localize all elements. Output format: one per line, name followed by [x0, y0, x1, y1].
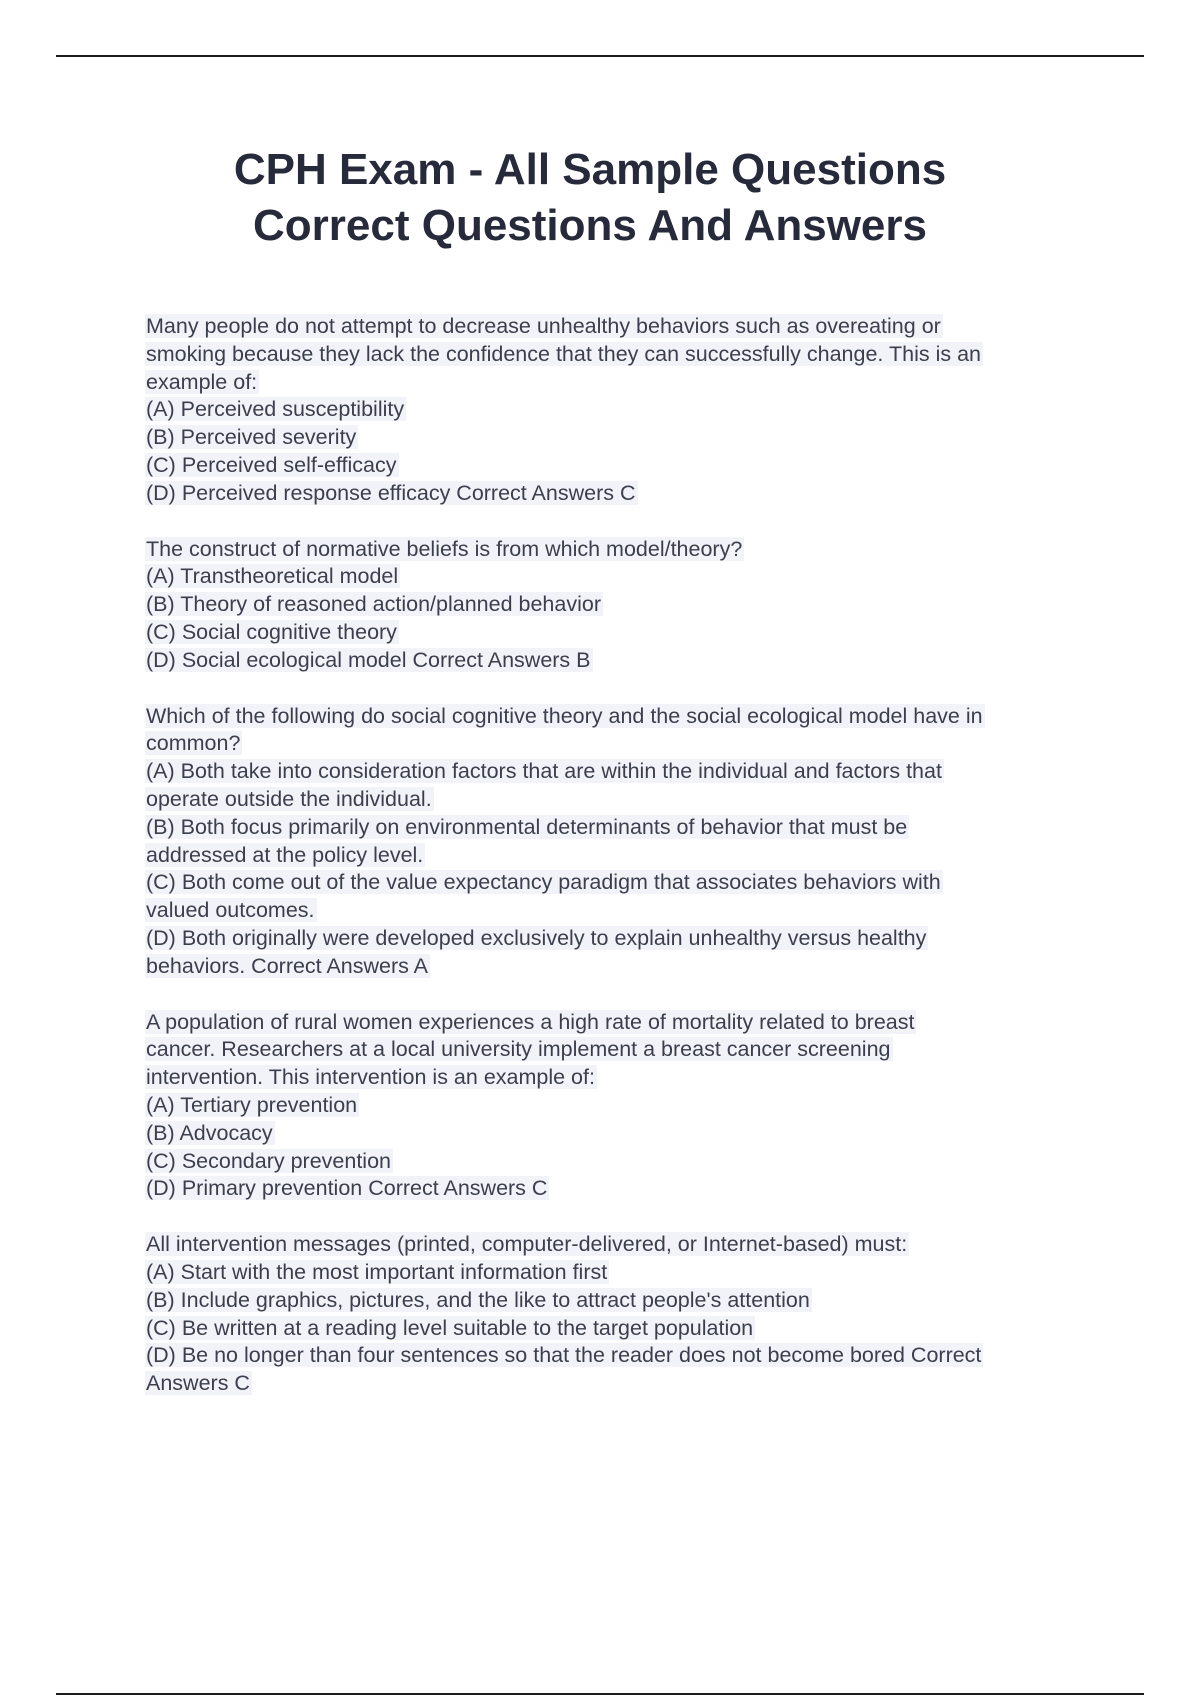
- answer-option: (B) Theory of reasoned action/planned behavior: [146, 592, 601, 617]
- answer-option: operate outside the individual.: [146, 786, 432, 811]
- answer-option: (D) Perceived response efficacy Correct Answers C: [146, 480, 636, 505]
- answer-option: (A) Tertiary prevention: [146, 1092, 358, 1117]
- answer-option: (B) Advocacy: [146, 1120, 273, 1145]
- question-line: Which of the following do social cognitive theory and the social ecological model have in: [146, 703, 983, 728]
- answer-option: (A) Start with the most important information first: [146, 1259, 608, 1284]
- title-line-2: Correct Questions And Answers: [253, 201, 927, 250]
- top-rule: [56, 55, 1144, 57]
- answer-option: (C) Both come out of the value expectancy paradigm that associates behaviors with: [146, 870, 941, 895]
- question-line: The construct of normative beliefs is from which model/theory?: [146, 536, 743, 561]
- answer-option: Answers C: [146, 1371, 250, 1396]
- question-line: common?: [146, 731, 241, 756]
- answer-option: (D) Social ecological model Correct Answers B: [146, 647, 591, 672]
- question-line: intervention. This intervention is an example of:: [146, 1065, 595, 1090]
- answer-option: (D) Both originally were developed exclusively to explain unhealthy versus healthy: [146, 925, 927, 950]
- question-line: Many people do not attempt to decrease unhealthy behaviors such as overeating or: [146, 314, 941, 338]
- answer-option: addressed at the policy level.: [146, 842, 424, 867]
- bottom-rule: [56, 1693, 1144, 1695]
- answer-option: behaviors. Correct Answers A: [146, 953, 429, 978]
- answer-option: (C) Secondary prevention: [146, 1148, 391, 1173]
- question-line: example of:: [146, 369, 258, 394]
- answer-option: (B) Perceived severity: [146, 425, 357, 450]
- answer-option: (C) Perceived self-efficacy: [146, 452, 397, 477]
- question-block-5: [145, 1231, 1090, 1398]
- question-line: A population of rural women experiences a high rate of mortality related to breast: [146, 1009, 915, 1034]
- question-block-1: [145, 313, 1090, 508]
- questions-list: [145, 313, 1090, 1426]
- answer-option: valued outcomes.: [146, 898, 315, 923]
- question-line: cancer. Researchers at a local university implement a breast cancer screening: [146, 1037, 891, 1062]
- answer-option: (B) Both focus primarily on environmental determinants of behavior that must be: [146, 814, 908, 839]
- question-block-4: [145, 1009, 1090, 1204]
- question-block-2: [145, 536, 1090, 675]
- answer-option: (A) Both take into consideration factors that are within the individual and factors that: [146, 759, 942, 784]
- document-title: [0, 142, 1180, 254]
- question-line: All intervention messages (printed, computer-delivered, or Internet-based) must:: [146, 1232, 908, 1257]
- answer-option: (D) Primary prevention Correct Answers C: [146, 1176, 548, 1201]
- answer-option: (C) Be written at a reading level suitable to the target population: [146, 1315, 754, 1340]
- answer-option: (C) Social cognitive theory: [146, 619, 397, 644]
- answer-option: (B) Include graphics, pictures, and the like to attract people's attention: [146, 1287, 810, 1312]
- answer-option: (A) Transtheoretical model: [146, 564, 399, 589]
- question-block-3: [145, 703, 1090, 981]
- title-line-1: CPH Exam - All Sample Questions: [233, 145, 947, 194]
- answer-option: (D) Be no longer than four sentences so that the reader does not become bored Correct: [146, 1343, 982, 1368]
- answer-option: (A) Perceived susceptibility: [146, 397, 405, 422]
- question-line: smoking because they lack the confidence that they can successfully change. This is an: [146, 341, 981, 366]
